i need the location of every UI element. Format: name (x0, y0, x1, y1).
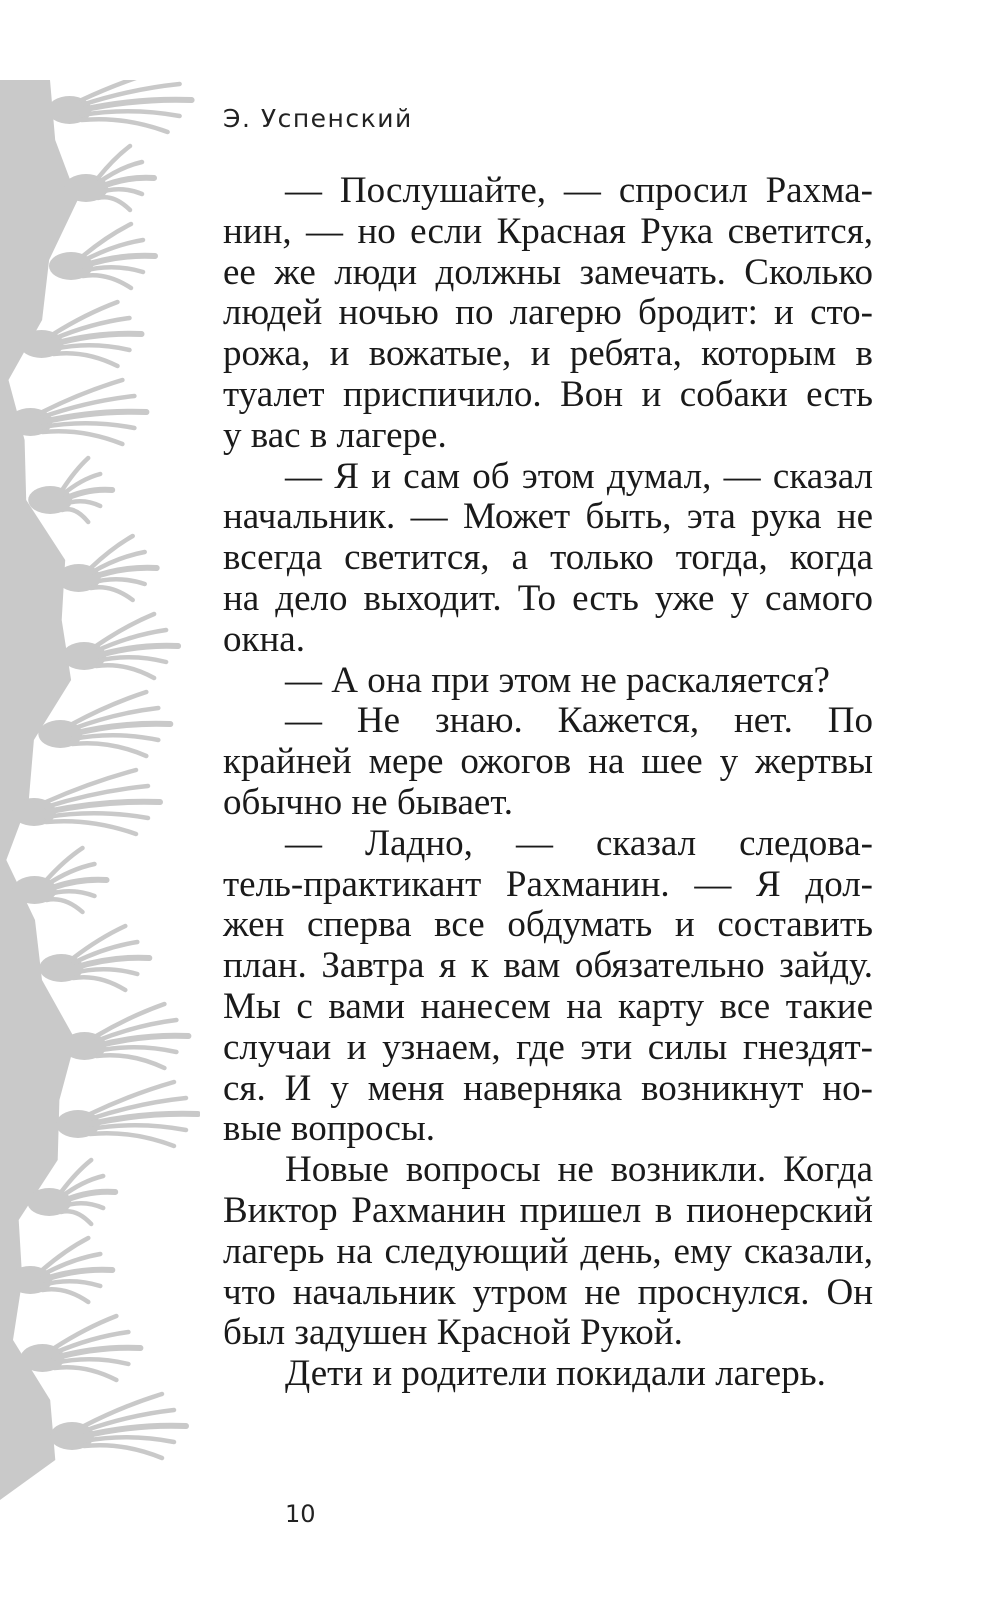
text-line: на дело выходит. То есть уже у самого (223, 577, 873, 619)
text-line: крайней мере ожогов на шее у жертвы (223, 741, 873, 783)
text-line: жен сперва все обдумать и составить (223, 904, 873, 946)
text-line: — Я и сам об этом думал, — сказал (285, 455, 873, 497)
text-line: — Не знаю. Кажется, нет. По (285, 700, 873, 742)
text-line: всегда светится, а только тогда, когда (223, 537, 873, 579)
text-line: окна. (223, 618, 305, 660)
running-head: Э. Успенский (223, 104, 413, 133)
text-line: рожа, и вожатые, и ребята, которым в (223, 333, 873, 375)
text-line: лагерь на следующий день, ему сказали, (223, 1230, 873, 1272)
body-text (223, 171, 873, 1395)
text-line: ее же люди должны замечать. Сколько (223, 251, 873, 293)
text-line: обычно не бывает. (223, 781, 513, 823)
text-line: начальник. — Может быть, эта рука не (223, 496, 873, 538)
text-line: Мы с вами нанесем на карту все такие (223, 985, 873, 1027)
text-line: Дети и родители покидали лагерь. (285, 1353, 826, 1395)
text-line: что начальник утром не проснулся. Он (223, 1271, 873, 1313)
text-line: туалет приспичило. Вон и собаки есть (223, 373, 873, 415)
text-line: Виктор Рахманин пришел в пионерский (223, 1189, 873, 1231)
text-line: план. Завтра я к вам обязательно зайду. (223, 945, 873, 987)
text-line: нин, — но если Красная Рука светится, (223, 210, 873, 252)
text-line: случаи и узнаем, где эти силы гнездят- (223, 1026, 873, 1068)
text-line: людей ночью по лагерю бродит: и сто- (223, 292, 873, 334)
text-line: вые вопросы. (223, 1108, 435, 1150)
text-line: — Ладно, — сказал следова- (285, 822, 873, 864)
page-number: 10 (285, 1500, 316, 1528)
text-line: у вас в лагере. (223, 414, 447, 456)
text-line: — Послушайте, — спросил Рахма- (285, 170, 873, 211)
text-line: — А она при этом не раскаляется? (285, 659, 830, 701)
text-line: был задушен Красной Рукой. (223, 1312, 683, 1354)
text-line: тель-практикант Рахманин. — Я дол- (223, 863, 873, 905)
ghostly-hands-border (0, 80, 200, 1500)
text-line: Новые вопросы не возникли. Когда (285, 1149, 873, 1191)
text-line: ся. И у меня наверняка возникнут но- (223, 1067, 873, 1109)
